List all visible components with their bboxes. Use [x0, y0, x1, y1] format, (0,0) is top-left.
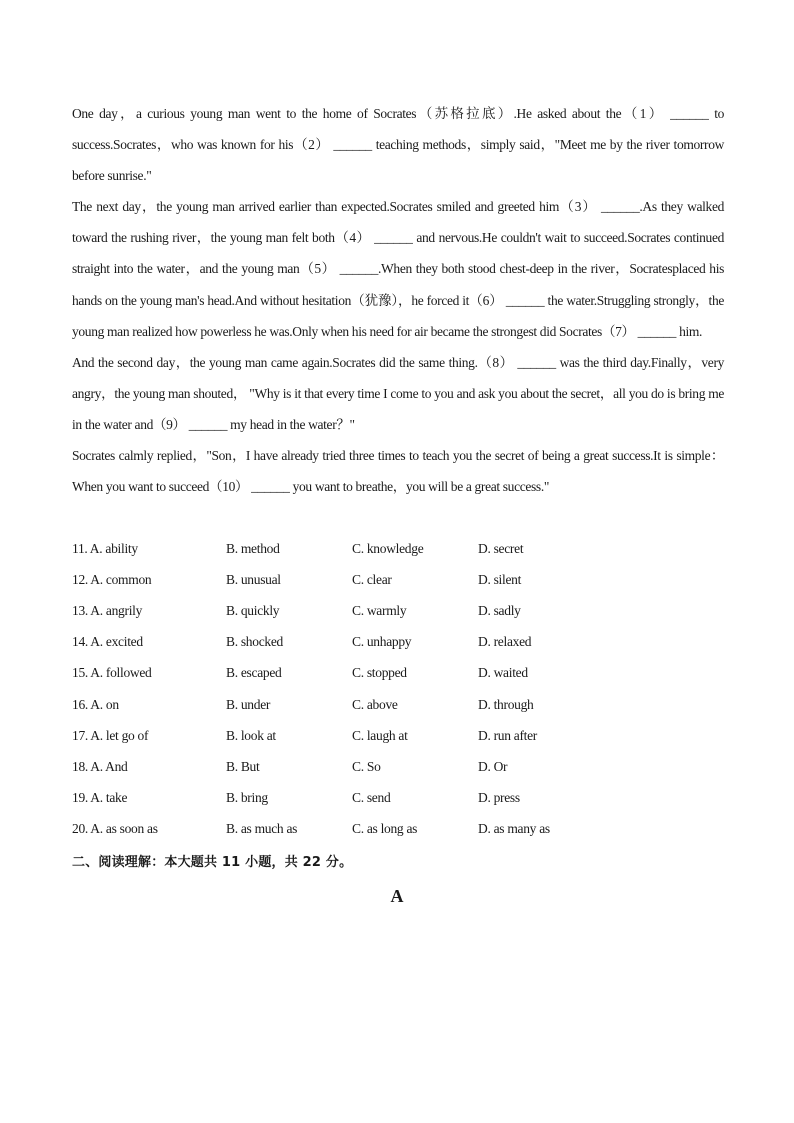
- option-c: C. unhappy: [352, 634, 412, 650]
- passage-paragraph: Socrates calmly replied，"Son，I have already tried three times to teach you the secret of being a great success.It is simple：When you want to succeed（10） ______ you want to breathe，you will be a great success.": [72, 448, 724, 495]
- option-d: D. press: [478, 790, 520, 806]
- option-d: D. sadly: [478, 602, 521, 618]
- option-a: 13. A. angrily: [72, 602, 143, 618]
- option-d: D. silent: [478, 571, 522, 587]
- option-b: B. look at: [226, 727, 276, 743]
- option-a: 18. A. And: [72, 758, 128, 774]
- option-a: 15. A. followed: [72, 665, 152, 681]
- option-c: C. clear: [352, 571, 392, 587]
- passage-paragraph: The next day，the young man arrived earlier than expected.Socrates smiled and greeted him（3） ______.As they walked toward the rushing river，the young man felt both（4） ______ and nervous.He couldn't wait to succeed.Socrates continued straight into the water，and the young man（5） ______.When they both stood chest-deep in the river，Socratesplaced his hands on the young man's head.And without hesitation（犹豫），he forced it（6） ______ the water.Struggling strongly，the young man realized how powerless he was.Only when his need for air became the strongest did Socrates（7） ______ him.: [72, 199, 724, 339]
- question-row: [72, 627, 724, 658]
- option-b: B. bring: [226, 790, 268, 806]
- option-b: B. under: [226, 696, 271, 712]
- answer-options: [72, 533, 724, 845]
- part-label: A: [390, 886, 404, 906]
- passage-paragraph: One day，a curious young man went to the home of Socrates（苏格拉底）.He asked about the（1） ______ to success.Socrates，who was known for his（2） ______ teaching methods，simply said，"Meet me by the river tomorrow before sunrise.": [72, 106, 724, 184]
- question-row: [72, 658, 724, 689]
- option-d: D. run after: [478, 727, 537, 743]
- option-c: C. warmly: [352, 602, 407, 618]
- option-c: C. stopped: [352, 665, 407, 681]
- question-row: [72, 783, 724, 814]
- question-row: [72, 814, 724, 845]
- option-b: B. method: [226, 540, 280, 556]
- option-c: C. send: [352, 790, 391, 806]
- question-row: [72, 720, 724, 751]
- option-c: C. knowledge: [352, 540, 424, 556]
- option-b: B. unusual: [226, 571, 281, 587]
- option-d: D. through: [478, 696, 534, 712]
- option-a: 14. A. excited: [72, 634, 143, 650]
- question-row: [72, 689, 724, 720]
- option-a: 20. A. as soon as: [72, 821, 158, 837]
- option-d: D. waited: [478, 665, 528, 681]
- option-a: 19. A. take: [72, 790, 128, 806]
- option-b: B. as much as: [226, 821, 298, 837]
- question-row: [72, 751, 724, 782]
- option-a: 17. A. let go of: [72, 727, 149, 743]
- option-b: B. But: [226, 758, 260, 774]
- question-row: [72, 533, 724, 564]
- cloze-passage: [72, 98, 724, 502]
- option-b: B. shocked: [226, 634, 283, 650]
- option-c: C. as long as: [352, 821, 418, 837]
- option-d: D. relaxed: [478, 634, 532, 650]
- option-a: 11. A. ability: [72, 540, 138, 556]
- section-heading: 二、阅读理解：本大题共 11 小题，共 22 分。: [72, 855, 353, 870]
- option-c: C. So: [352, 758, 381, 774]
- question-row: [72, 595, 724, 626]
- passage-paragraph: And the second day，the young man came again.Socrates did the same thing.（8） ______ was the third day.Finally，very angry，the young man shouted， "Why is it that every time I come to you and ask you about the secret，all you do is bring me in the water and（9） ______ my head in the water？": [72, 354, 724, 432]
- option-a: 16. A. on: [72, 696, 119, 712]
- option-d: D. secret: [478, 540, 524, 556]
- option-c: C. laugh at: [352, 727, 408, 743]
- option-b: B. escaped: [226, 665, 282, 681]
- option-a: 12. A. common: [72, 571, 152, 587]
- option-d: D. as many as: [478, 821, 550, 837]
- question-row: [72, 564, 724, 595]
- option-d: D. Or: [478, 758, 508, 774]
- option-c: C. above: [352, 696, 398, 712]
- option-b: B. quickly: [226, 602, 280, 618]
